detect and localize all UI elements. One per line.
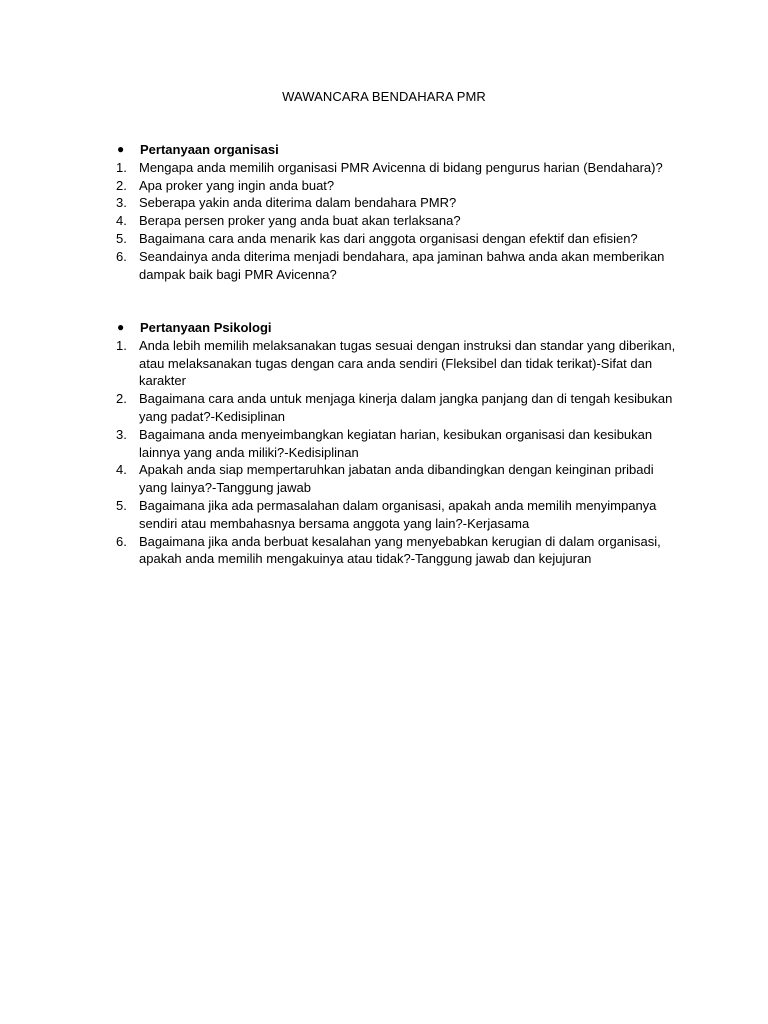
list-item-text: Bagaimana anda menyeimbangkan kegiatan harian, kesibukan organisasi dan kesibukan lainnya yang anda miliki?-Kedisiplinan (139, 426, 653, 460)
list-item-text: Apa proker yang ingin anda buat? (139, 177, 335, 193)
section-organisasi (116, 141, 676, 283)
list-item-text: Bagaimana cara anda untuk menjaga kinerja dalam jangka panjang dan di tengah kesibukan yang padat?-Kedisiplinan (139, 391, 673, 424)
list-item-text: Mengapa anda memilih organisasi PMR Avicenna di bidang pengurus harian (Bendahara)? (139, 159, 663, 175)
list-item (116, 248, 676, 284)
list-item-text: Apakah anda siap mempertaruhkan jabatan anda dibandingkan dengan keinginan pribadi yang lainya?-Tanggung jawab (139, 462, 654, 496)
list-item-number: 6. (116, 533, 127, 549)
list-item (116, 194, 676, 212)
section-heading-text: Pertanyaan organisasi (140, 142, 279, 157)
list-item (116, 177, 676, 195)
bullet-icon: ● (117, 142, 125, 156)
list-item-text: Bagaimana cara anda menarik kas dari anggota organisasi dengan efektif dan efisien? (139, 230, 638, 246)
list-item-number: 2. (116, 391, 127, 407)
bullet-icon: ● (117, 320, 125, 334)
list-item-text: Berapa persen proker yang anda buat akan terlaksana? (139, 213, 461, 229)
list-item-text: Seandainya anda diterima menjadi bendahara, apa jaminan bahwa anda akan memberikan dampak baik bagi PMR Avicenna? (139, 248, 665, 282)
section-heading (116, 141, 676, 159)
list-item-number: 1. (116, 159, 127, 175)
list-item (116, 533, 676, 569)
list-item-text: Anda lebih memilih melaksanakan tugas sesuai dengan instruksi dan standar yang diberikan, atau melaksanakan tugas dengan cara anda sendiri (Fleksibel dan tidak terikat)-Sifat dan karakter (139, 337, 676, 389)
list-item (116, 426, 676, 462)
list-item (116, 461, 676, 497)
list-item (116, 497, 676, 533)
list-item-number: 1. (116, 337, 127, 353)
list-item-number: 2. (116, 177, 127, 193)
list-item (116, 337, 676, 390)
list-item-number: 4. (116, 462, 127, 478)
list-item-number: 5. (116, 230, 127, 246)
list-item (116, 159, 676, 177)
list-item-number: 3. (116, 426, 127, 442)
section-psikologi (116, 319, 676, 568)
document-title: WAWANCARA BENDAHARA PMR (282, 89, 486, 104)
list-item (116, 212, 676, 230)
list-item (116, 390, 676, 426)
section-heading (116, 319, 676, 337)
list-item-text: Seberapa yakin anda diterima dalam bendahara PMR? (139, 195, 457, 211)
list-item-number: 5. (116, 497, 127, 513)
list-item-number: 6. (116, 248, 127, 264)
section-heading-text: Pertanyaan Psikologi (140, 320, 272, 335)
list-item-number: 3. (116, 195, 127, 211)
list-item-text: Bagaimana jika anda berbuat kesalahan yang menyebabkan kerugian di dalam organisasi, apakah anda memilih mengakuinya atau tidak?-Tanggung jawab dan kejujuran (139, 533, 661, 567)
list-item-text: Bagaimana jika ada permasalahan dalam organisasi, apakah anda memilih menyimpanya sendiri atau membahasnya bersama anggota yang lain?-Kerjasama (139, 497, 657, 531)
list-item-number: 4. (116, 213, 127, 229)
list-item (116, 230, 676, 248)
